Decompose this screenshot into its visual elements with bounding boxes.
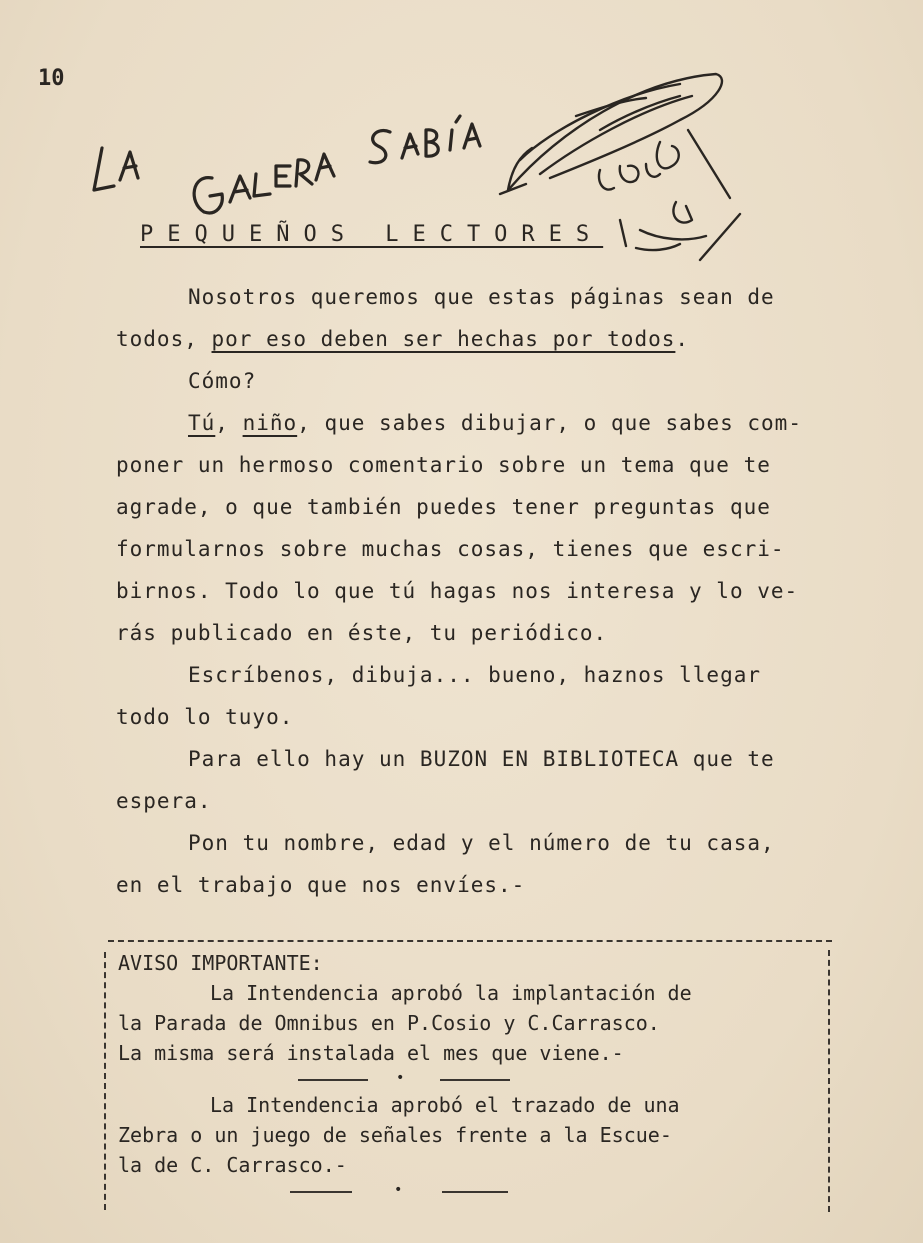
article-text: Escríbenos, dibuja... bueno, haznos llegar — [188, 663, 762, 687]
article-line — [116, 402, 856, 444]
article-text: todos, — [116, 327, 212, 351]
article-line — [116, 696, 856, 738]
article-line — [116, 780, 856, 822]
article-text: , que sabes dibujar, o que sabes com- — [297, 411, 802, 435]
article-line — [116, 570, 856, 612]
article-line — [116, 738, 856, 780]
notice-item1-line: la Parada de Omnibus en P.Cosio y C.Carrasco. — [118, 1011, 660, 1035]
article-text: todo lo tuyo. — [116, 705, 294, 729]
article-line — [116, 444, 856, 486]
article-text: Pon tu nombre, edad y el número de tu casa, — [188, 831, 775, 855]
notice-item2-line: la de C. Carrasco.- — [118, 1153, 347, 1177]
article-line — [116, 864, 856, 906]
article-body — [116, 276, 856, 906]
notice-separator: • — [118, 1180, 838, 1202]
article-text: rás publicado en éste, tu periódico. — [116, 621, 608, 645]
article-line — [116, 612, 856, 654]
notice-left-rule — [104, 952, 106, 1210]
article-text: Para ello hay un BUZON EN BIBLIOTECA que te — [188, 747, 775, 771]
article-line — [116, 528, 856, 570]
article-text: birnos. Todo lo que tú hagas nos interesa y lo ve- — [116, 579, 799, 603]
article-text: en el trabajo que nos envíes.- — [116, 873, 526, 897]
article-text: , — [215, 411, 243, 435]
notice-item1-line: La misma será instalada el mes que viene.- — [118, 1041, 624, 1065]
article-line — [116, 318, 856, 360]
notice-item2-line: Zebra o un juego de señales frente a la Escue- — [118, 1123, 672, 1147]
masthead-logo — [80, 70, 760, 280]
notice-item1-line: La Intendencia aprobó la implantación de — [210, 981, 692, 1005]
notice-separator: • — [118, 1068, 838, 1090]
article-line — [116, 654, 856, 696]
article-text: formularnos sobre muchas cosas, tienes que escri- — [116, 537, 785, 561]
article-text: . — [675, 327, 690, 351]
notice-box — [118, 948, 838, 1202]
article-text: poner un hermoso comentario sobre un tema que te — [116, 453, 771, 477]
underlined-text: por eso deben ser hechas por todos — [211, 327, 676, 351]
article-line — [116, 360, 856, 402]
article-text: agrade, o que también puedes tener preguntas que — [116, 495, 771, 519]
article-line — [116, 486, 856, 528]
article-text: Nosotros queremos que estas páginas sean de — [188, 285, 775, 309]
page-number: 10 — [38, 66, 65, 91]
notice-top-rule — [108, 940, 832, 942]
notice-item2-line: La Intendencia aprobó el trazado de una — [210, 1093, 680, 1117]
underlined-text: niño — [242, 411, 298, 435]
notice-heading: AVISO IMPORTANTE: — [118, 951, 323, 975]
underlined-text: Tú — [188, 411, 216, 435]
article-text: Cómo? — [188, 369, 257, 393]
article-line — [116, 276, 856, 318]
article-line — [116, 822, 856, 864]
section-subtitle: PEQUEÑOS LECTORES — [140, 222, 604, 247]
article-text: espera. — [116, 789, 212, 813]
